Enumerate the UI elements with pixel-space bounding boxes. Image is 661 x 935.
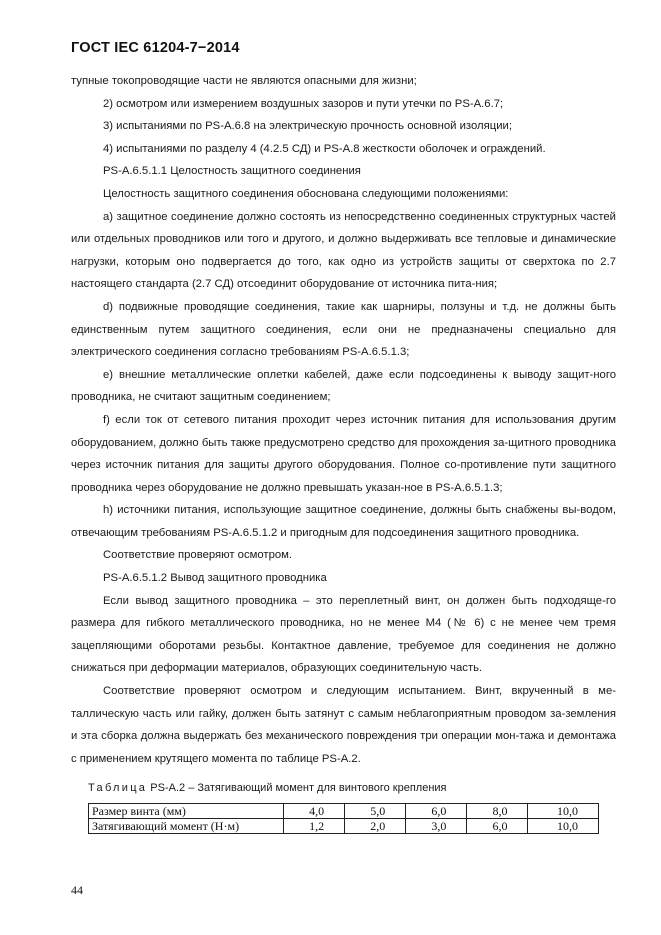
table-row-label: Затягивающий момент (Н·м) xyxy=(89,819,284,834)
table-row-label: Размер винта (мм) xyxy=(89,804,284,819)
paragraph: Соответствие проверяют осмотром и следующим испытанием. Винт, вкрученный в ме-таллическую часть или гайку, должен быть затянут с самым неблагоприятным проводом за-земления и эта сборка должна выдержать без механического повреждения три операции мон-тажа и демонтажа с применением крутящего момента по таблице PS-A.2. xyxy=(71,685,616,765)
paragraph: Целостность защитного соединения обоснована следующими положениями: xyxy=(103,187,509,200)
table-row xyxy=(89,819,599,834)
list-item: h) источники питания, использующие защитное соединение, должны быть снабжены вы-водом, отвечающим требованиям PS-A.6.5.1.2 и пригодным для подсоединения защитного проводника. xyxy=(71,504,616,539)
table-caption xyxy=(88,782,447,794)
paragraph: тупные токопроводящие части не являются опасными для жизни; xyxy=(71,75,417,87)
table-cell: 8,0 xyxy=(467,804,528,819)
table-cell: 3,0 xyxy=(406,819,467,834)
paragraph: Если вывод защитного проводника – это переплетный винт, он должен быть подходяще-го размера для гибкого металлического проводника, но не менее M4 (№ 6) с не менее чем тремя зацепляющими оборотами резьбы. Контактное давление, требуемое для соединения не должно снижаться при деформации материалов, образующих соединительную часть. xyxy=(71,594,616,675)
table-caption-prefix: Таблица xyxy=(88,782,148,794)
section-heading: PS-A.6.5.1.1 Целостность защитного соединения xyxy=(103,165,361,178)
section-heading: PS-A.6.5.1.2 Вывод защитного проводника xyxy=(103,572,327,585)
body-text xyxy=(71,70,616,770)
table-cell: 1,2 xyxy=(284,819,345,834)
table-cell: 10,0 xyxy=(528,804,599,819)
table-caption-text: PS-A.2 – Затягивающий момент для винтового крепления xyxy=(147,782,447,794)
paragraph: 3) испытаниями по PS-A.6.8 на электрическую прочность основной изоляции; xyxy=(103,120,512,133)
table-row xyxy=(89,804,599,819)
table-cell: 6,0 xyxy=(467,819,528,834)
list-item: a) защитное соединение должно состоять из непосредственно соединенных структурных частей или отдельных проводников или того и другого, и должно выдерживать все тепловые и динамические нагрузки, которым оно подвергается до того, как одно из устройств защиты от сверхтока по 2.7 настоящего стандарта (2.7 СД) отсоединит оборудование от источника пита-ния; xyxy=(71,210,616,291)
list-item: f) если ток от сетевого питания проходит через источник питания для использования другим оборудованием, должно быть также предусмотрено средство для прохождения за-щитного проводника через источник питания для защиты другого оборудования. Полное со-противление пути защитного проводника через оборудование не должно превышать указан-ное в PS-A.6.5.1.3; xyxy=(71,413,616,494)
table-cell: 6,0 xyxy=(406,804,467,819)
list-item: d) подвижные проводящие соединения, такие как шарниры, ползуны и т.д. не должны быть единственным путем защитного соединения, если они не предназначены специально для электрического соединения согласно требованиям PS-A.6.5.1.3; xyxy=(71,300,616,359)
paragraph: 4) испытаниями по разделу 4 (4.2.5 СД) и PS-A.8 жесткости оболочек и ограждений. xyxy=(103,142,546,155)
table-cell: 5,0 xyxy=(345,804,406,819)
torque-table xyxy=(88,803,599,834)
table-cell: 4,0 xyxy=(284,804,345,819)
document-header: ГОСТ IEC 61204-7−2014 xyxy=(71,40,240,56)
table-cell: 10,0 xyxy=(528,819,599,834)
page-number: 44 xyxy=(71,883,83,897)
table-cell: 2,0 xyxy=(345,819,406,834)
list-item: e) внешние металлические оплетки кабелей, даже если подсоединены к выводу защит-ного проводника, не считают защитным соединением; xyxy=(71,368,616,404)
paragraph: Соответствие проверяют осмотром. xyxy=(103,549,293,562)
paragraph: 2) осмотром или измерением воздушных зазоров и пути утечки по PS-A.6.7; xyxy=(103,97,504,110)
